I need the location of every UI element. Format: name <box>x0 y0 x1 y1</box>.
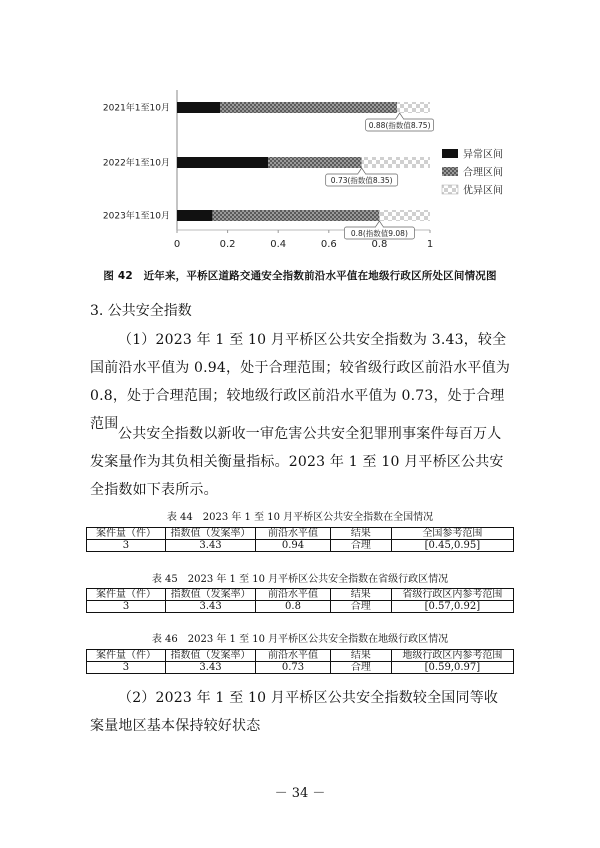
table-cell: 3.43 <box>165 540 255 552</box>
x-tick-label: 0.8 <box>371 239 388 250</box>
table-cell: [0.59,0.97] <box>391 662 513 674</box>
table-header-cell: 指数值（发案率） <box>165 528 255 540</box>
table-44-title: 表 44 2023 年 1 至 10 月平桥区公共安全指数在全国情况 <box>166 512 434 523</box>
callout-pointer <box>375 221 383 227</box>
table-46-title: 表 46 2023 年 1 至 10 月平桥区公共安全指数在地级行政区情况 <box>151 634 449 645</box>
legend-label: 优异区间 <box>463 185 503 197</box>
callout-label: 0.8(指数值9.08) <box>350 229 408 238</box>
table-cell: [0.57,0.92] <box>391 601 513 613</box>
table-header-cell: 案件量（件） <box>87 589 166 601</box>
page-number: － 34 － <box>274 786 326 801</box>
table-header-cell: 指数值（发案率） <box>165 650 255 662</box>
x-tick-label: 0.2 <box>219 239 236 250</box>
bar-segment-excellent <box>362 157 430 168</box>
table-header-cell: 案件量（件） <box>87 528 166 540</box>
x-tick-label: 0.4 <box>270 239 287 250</box>
category-label: 2021年1至10月 <box>102 103 170 114</box>
table-45 <box>86 588 514 613</box>
bar-segment-reasonable <box>220 102 397 113</box>
x-tick-label: 0 <box>173 239 181 250</box>
bar-segment-excellent <box>379 210 430 221</box>
callout-pointer <box>396 113 404 119</box>
chart-legend <box>442 148 503 197</box>
table-header-cell: 结果 <box>330 528 391 540</box>
table-row <box>87 540 514 552</box>
table-header-cell: 前沿水平值 <box>256 528 331 540</box>
table-46 <box>86 649 514 674</box>
table-header-row <box>87 589 514 601</box>
x-tick-label: 1 <box>426 239 434 250</box>
table-cell: 0.94 <box>256 540 331 552</box>
table-cell: 3.43 <box>166 601 256 613</box>
table-header-row <box>87 650 514 662</box>
bar-segment-reasonable <box>268 157 362 168</box>
category-label: 2023年1至10月 <box>102 211 170 222</box>
table-cell: 3 <box>87 540 166 552</box>
table-row <box>87 601 514 613</box>
table-header-cell: 全国参考范围 <box>391 528 513 540</box>
table-header-cell: 结果 <box>330 589 391 601</box>
legend-swatch <box>442 185 458 194</box>
callout-label: 0.73(指数值8.35) <box>330 176 393 185</box>
table-header-cell: 案件量（件） <box>87 650 166 662</box>
paragraph-3 <box>90 684 512 740</box>
paragraph-2 <box>90 420 512 504</box>
legend-label: 合理区间 <box>463 167 503 179</box>
table-header-cell: 前沿水平值 <box>256 650 331 662</box>
table-header-cell: 地级行政区内参考范围 <box>391 650 513 662</box>
legend-label: 异常区间 <box>463 149 503 161</box>
bar-segment-reasonable <box>212 210 379 221</box>
x-tick-label: 0.6 <box>320 239 337 250</box>
paragraph-1-text: （1）2023 年 1 至 10 月平桥区公共安全指数为 3.43，较全国前沿水平值为 0.94，处于合理范围；较省级行政区前沿水平值为 0.8，处于合理范围；较地级行政区前沿水平值为 0.73，处于合理范围 <box>90 332 511 432</box>
bar-segment-abnormal <box>177 157 268 168</box>
bar-segment-excellent <box>397 102 430 113</box>
table-cell: 3.43 <box>165 662 255 674</box>
table-header-cell: 省级行政区内参考范围 <box>391 589 513 601</box>
chart-axis <box>174 90 433 250</box>
legend-swatch <box>442 167 458 176</box>
callout-pointer <box>358 168 366 174</box>
table-header-cell: 指数值（发案率） <box>166 589 256 601</box>
legend-swatch <box>442 149 458 158</box>
category-label: 2022年1至10月 <box>102 158 170 169</box>
table-44 <box>86 527 514 552</box>
bar-segment-abnormal <box>177 210 212 221</box>
table-cell: 3 <box>87 662 166 674</box>
figure-caption: 图 42 近年来，平桥区道路交通安全指数前沿水平值在地级行政区所处区间情况图 <box>103 270 497 282</box>
callout-label: 0.88(指数值8.75) <box>368 121 431 130</box>
table-cell: 合理 <box>330 601 391 613</box>
table-row <box>87 662 514 674</box>
table-cell: 3 <box>87 601 166 613</box>
table-cell: 0.73 <box>256 662 331 674</box>
table-header-row <box>87 528 514 540</box>
table-cell: 合理 <box>330 540 391 552</box>
section-chart <box>0 0 600 262</box>
table-cell: 0.8 <box>256 601 331 613</box>
paragraph-3-text: （2）2023 年 1 至 10 月平桥区公共安全指数较全国同等收案量地区基本保持较好状态 <box>90 690 499 734</box>
bar-segment-abnormal <box>177 102 220 113</box>
table-cell: 合理 <box>330 662 391 674</box>
table-45-title: 表 45 2023 年 1 至 10 月平桥区公共安全指数在省级行政区情况 <box>151 574 449 585</box>
table-cell: [0.45,0.95] <box>391 540 513 552</box>
table-header-cell: 前沿水平值 <box>256 589 331 601</box>
section-heading: 3. 公共安全指数 <box>90 303 192 319</box>
paragraph-2-text: 公共安全指数以新收一审危害公共安全犯罪刑事案件每百万人发案量作为其负相关衡量指标。2023 年 1 至 10 月平桥区公共安全指数如下表所示。 <box>90 426 504 498</box>
table-header-cell: 结果 <box>330 650 391 662</box>
